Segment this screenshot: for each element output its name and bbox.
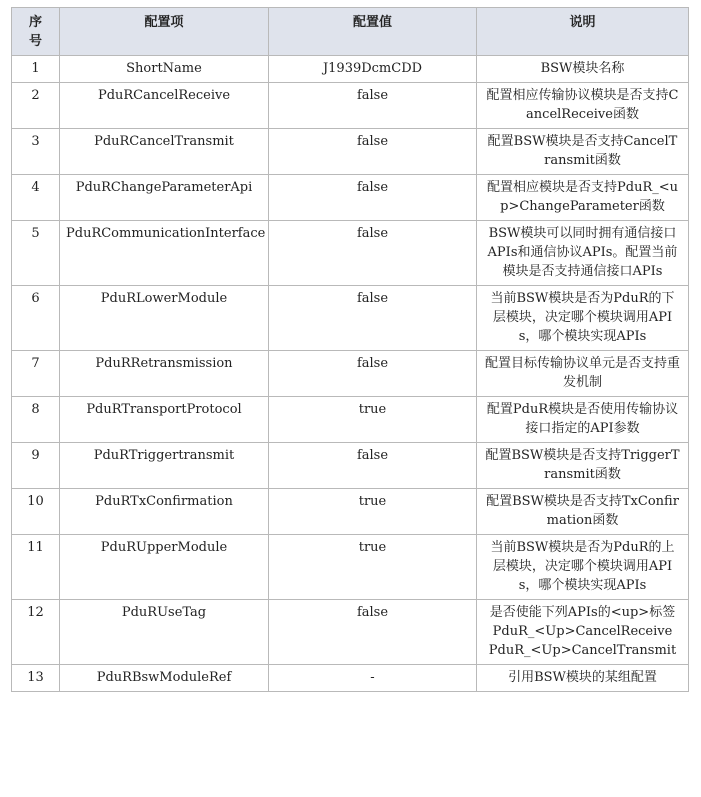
row-config-value: false xyxy=(269,443,477,489)
row-index: 8 xyxy=(12,397,60,443)
row-config-value: false xyxy=(269,600,477,665)
row-description xyxy=(477,600,689,665)
row-config-value: false xyxy=(269,221,477,286)
table-row xyxy=(12,535,689,600)
description-line: 是否使能下列APIs的<up>标签 xyxy=(489,605,676,620)
row-description: 配置BSW模块是否支持TxConfirmation函数 xyxy=(477,489,689,535)
header-config-value: 配置值 xyxy=(269,8,477,56)
row-config-item: PduRUseTag xyxy=(60,600,269,665)
row-config-item: PduRChangeParameterApi xyxy=(60,175,269,221)
table-row xyxy=(12,83,689,129)
row-description: 配置PduR模块是否使用传输协议接口指定的API参数 xyxy=(477,397,689,443)
row-config-value: true xyxy=(269,397,477,443)
row-config-item: PduRTxConfirmation xyxy=(60,489,269,535)
header-index: 序号 xyxy=(12,8,60,56)
description-line: PduR_<Up>CancelReceive xyxy=(492,624,673,639)
row-config-value: false xyxy=(269,129,477,175)
description-line: PduR_<Up>CancelTransmit xyxy=(488,643,677,658)
row-description: 引用BSW模块的某组配置 xyxy=(477,665,689,692)
row-index: 7 xyxy=(12,351,60,397)
row-description: 配置相应传输协议模块是否支持CancelReceive函数 xyxy=(477,83,689,129)
row-description: 当前BSW模块是否为PduR的上层模块，决定哪个模块调用APIs，哪个模块实现APIs xyxy=(477,535,689,600)
table-row xyxy=(12,665,689,692)
row-config-value: false xyxy=(269,175,477,221)
config-table xyxy=(11,7,689,692)
row-config-item: PduRLowerModule xyxy=(60,286,269,351)
row-config-item: PduRCancelReceive xyxy=(60,83,269,129)
row-config-item: PduRCancelTransmit xyxy=(60,129,269,175)
row-index: 4 xyxy=(12,175,60,221)
row-config-value: true xyxy=(269,489,477,535)
table-row xyxy=(12,175,689,221)
row-index: 1 xyxy=(12,56,60,83)
table-row xyxy=(12,489,689,535)
row-index: 13 xyxy=(12,665,60,692)
row-index: 9 xyxy=(12,443,60,489)
row-config-value: true xyxy=(269,535,477,600)
row-config-item: ShortName xyxy=(60,56,269,83)
table-row xyxy=(12,56,689,83)
row-config-item: PduRTriggertransmit xyxy=(60,443,269,489)
row-description: 当前BSW模块是否为PduR的下层模块，决定哪个模块调用APIs，哪个模块实现APIs xyxy=(477,286,689,351)
table-header-row xyxy=(12,8,689,56)
table-row xyxy=(12,221,689,286)
row-index: 3 xyxy=(12,129,60,175)
table-row xyxy=(12,286,689,351)
row-description: 配置BSW模块是否支持CancelTransmit函数 xyxy=(477,129,689,175)
table-row xyxy=(12,351,689,397)
table-row xyxy=(12,600,689,665)
row-config-item: PduRUpperModule xyxy=(60,535,269,600)
row-index: 11 xyxy=(12,535,60,600)
table-row xyxy=(12,397,689,443)
row-config-item: PduRBswModuleRef xyxy=(60,665,269,692)
row-config-value: false xyxy=(269,286,477,351)
row-config-item: PduRRetransmission xyxy=(60,351,269,397)
row-index: 5 xyxy=(12,221,60,286)
row-index: 2 xyxy=(12,83,60,129)
row-description: BSW模块名称 xyxy=(477,56,689,83)
row-description: 配置相应模块是否支持PduR_<up>ChangeParameter函数 xyxy=(477,175,689,221)
row-config-item: PduRTransportProtocol xyxy=(60,397,269,443)
row-config-value: false xyxy=(269,83,477,129)
row-config-value: - xyxy=(269,665,477,692)
header-description: 说明 xyxy=(477,8,689,56)
row-description: 配置目标传输协议单元是否支持重发机制 xyxy=(477,351,689,397)
row-description: BSW模块可以同时拥有通信接口APIs和通信协议APIs。配置当前模块是否支持通信接口APIs xyxy=(477,221,689,286)
row-index: 10 xyxy=(12,489,60,535)
row-config-item: PduRCommunicationInterface xyxy=(60,221,269,286)
row-config-value: J1939DcmCDD xyxy=(269,56,477,83)
table-row xyxy=(12,443,689,489)
row-index: 12 xyxy=(12,600,60,665)
row-index: 6 xyxy=(12,286,60,351)
header-config-item: 配置项 xyxy=(60,8,269,56)
row-config-value: false xyxy=(269,351,477,397)
row-description: 配置BSW模块是否支持TriggerTransmit函数 xyxy=(477,443,689,489)
table-row xyxy=(12,129,689,175)
